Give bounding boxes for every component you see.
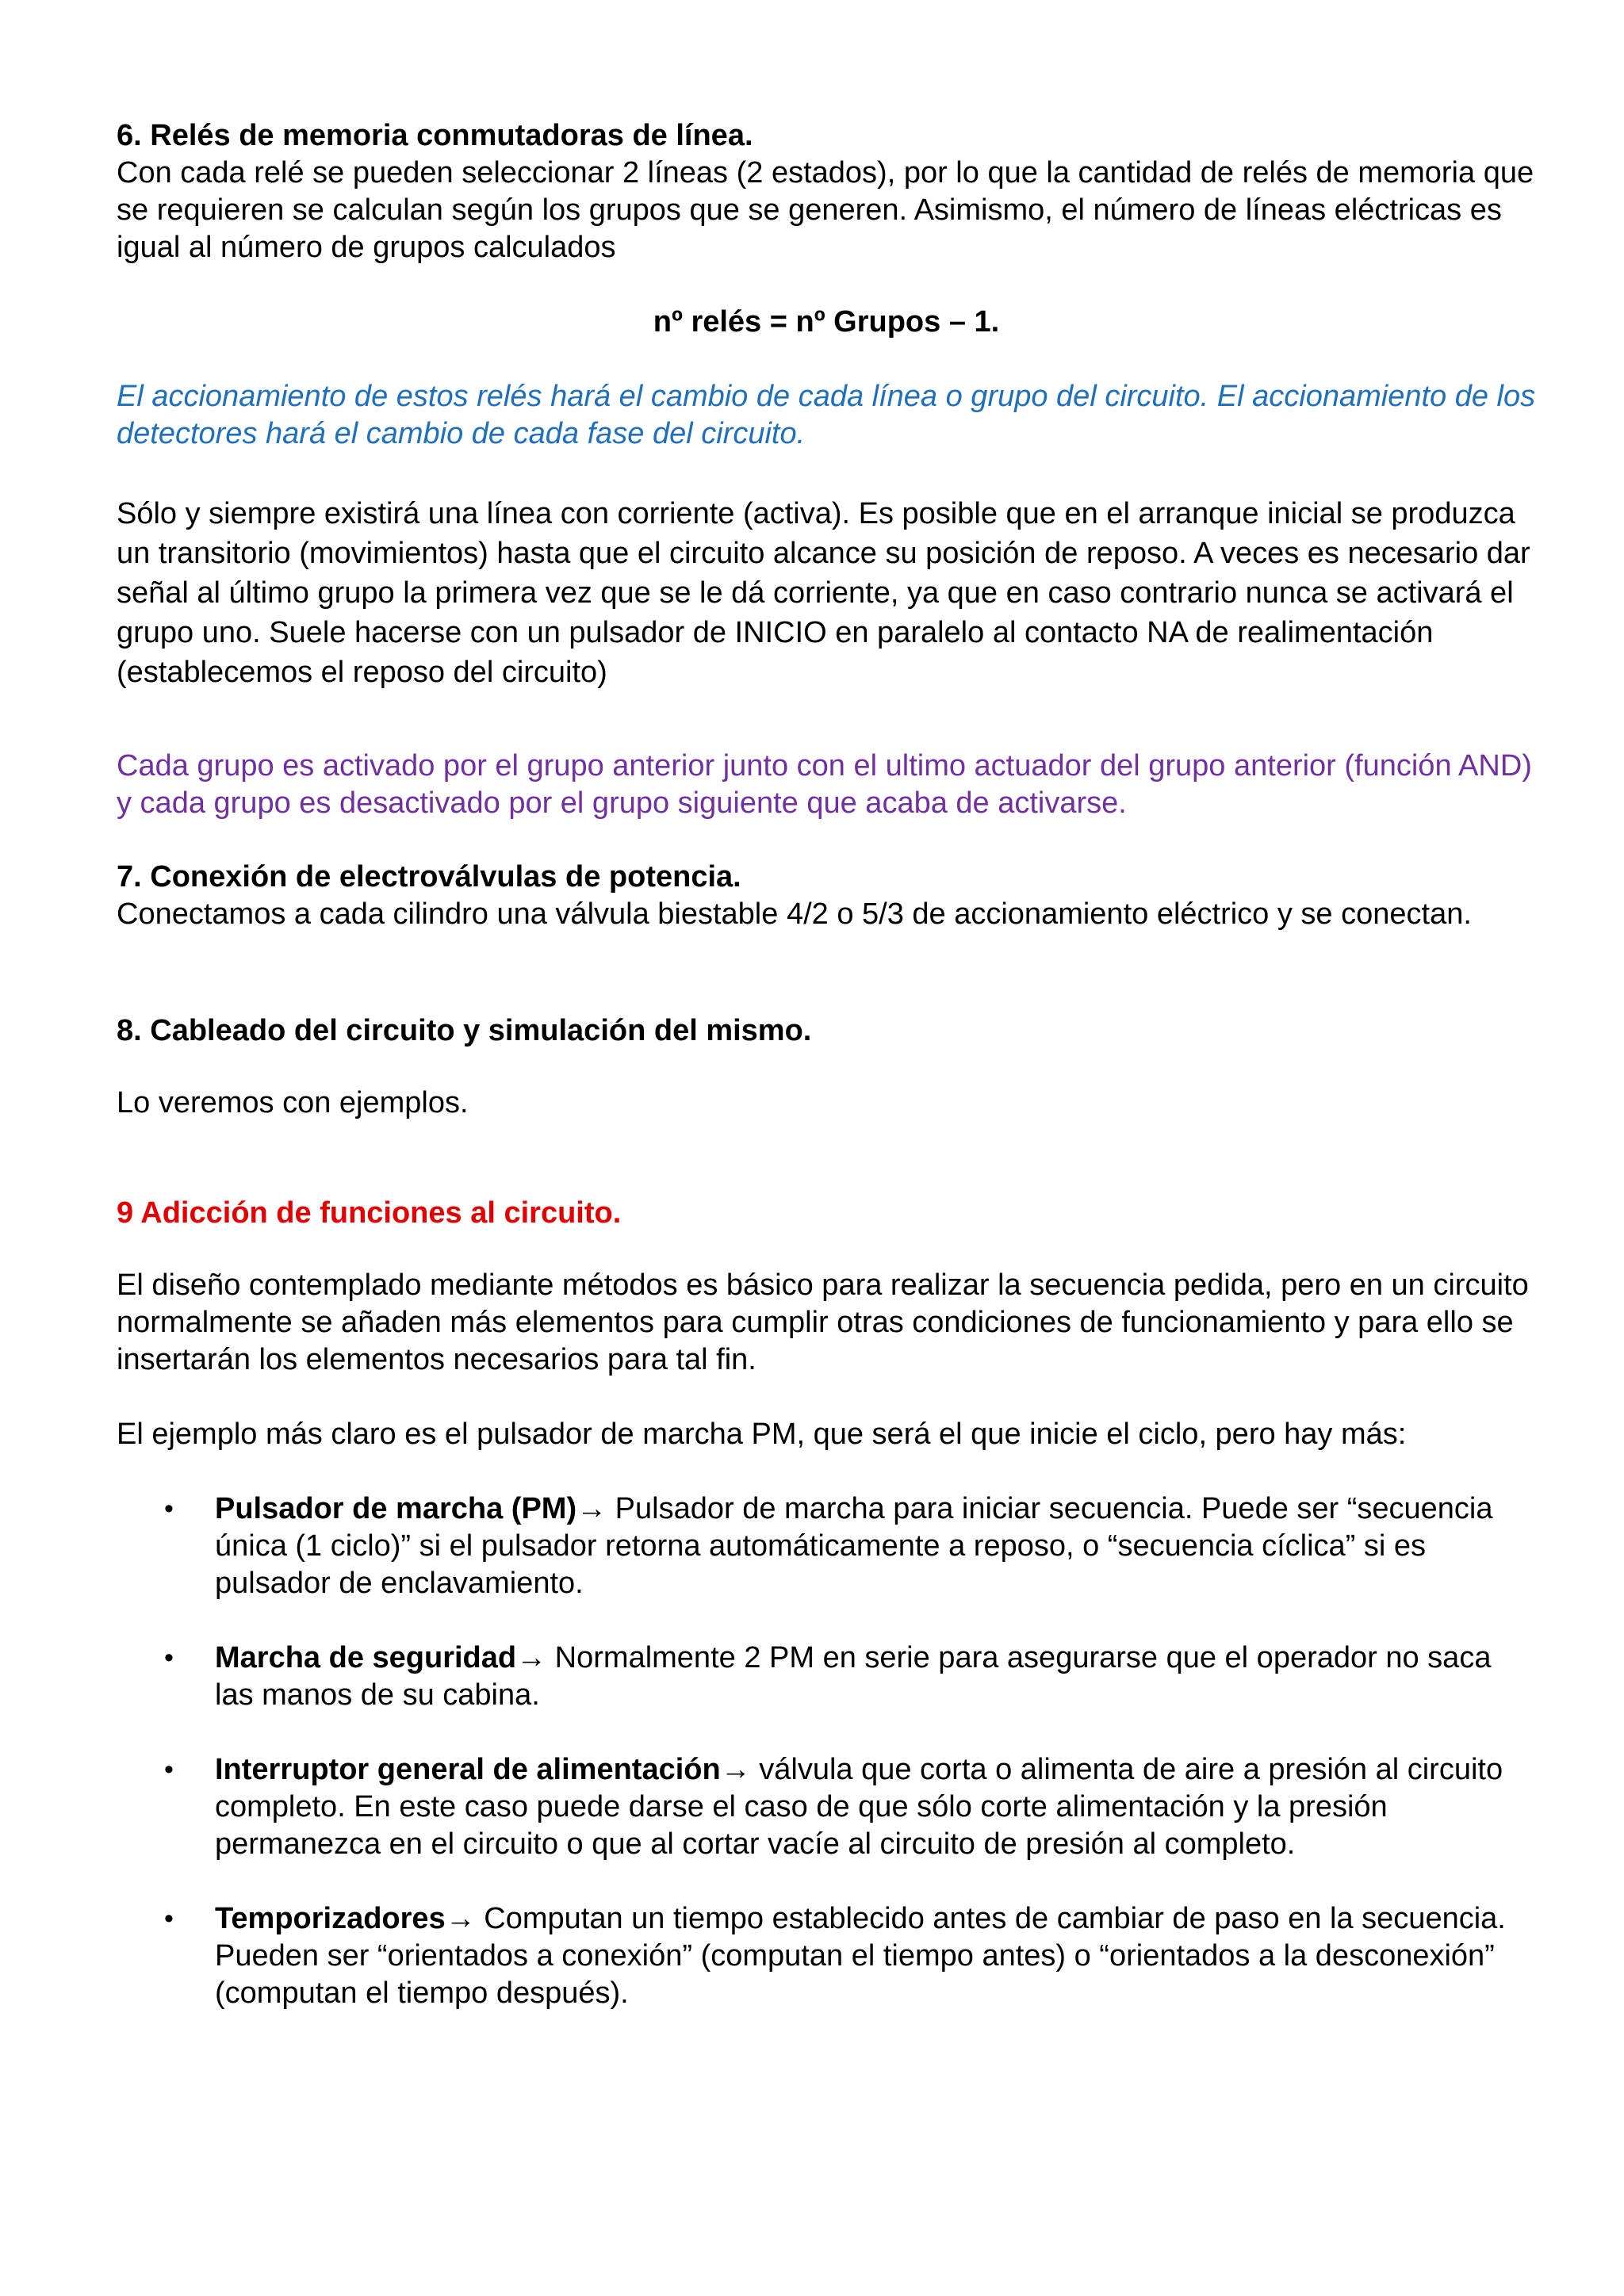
- bullet-icon: •: [164, 1494, 174, 1524]
- arrow-icon: →: [720, 1753, 751, 1786]
- purple-note: Cada grupo es activado por el grupo anterior junto con el ultimo actuador del grupo anterior (función AND) y cada grupo es desactivado por el grupo siguiente que acaba de activarse.: [117, 749, 1532, 820]
- section-9-heading: 9 Adicción de funciones al circuito.: [117, 1196, 622, 1230]
- document-page: [117, 117, 1536, 2012]
- blue-note: El accionamiento de estos relés hará el cambio de cada línea o grupo del circuito. El accionamiento de los detectores hará el cambio de cada fase del circuito.: [117, 380, 1536, 450]
- bullet-text: Computan un tiempo establecido antes de cambiar de paso en la secuencia. Pueden ser “orientados a conexión” (computan el tiempo antes) o “orientados a la desconexión” (computan el tiempo después).: [215, 1902, 1506, 2010]
- section-6-body: Con cada relé se pueden seleccionar 2 líneas (2 estados), por lo que la cantidad de relés de memoria que se requieren se calculan según los grupos que se generen. Asimismo, el número de líneas eléctricas es igual al número de grupos calculados: [117, 156, 1534, 264]
- list-item: [117, 1751, 1536, 1863]
- bullet-term: Interruptor general de alimentación: [215, 1753, 721, 1786]
- bullet-text: válvula que corta o alimenta de aire a presión al circuito completo. En este caso puede darse el caso de que sólo corte alimentación y la presión permanezca en el circuito o que al cortar vacíe al circuito de presión al completo.: [215, 1753, 1503, 1861]
- bullet-text: Normalmente 2 PM en serie para asegurarse que el operador no saca las manos de su cabina.: [215, 1641, 1492, 1712]
- bullet-term: Temporizadores: [215, 1902, 446, 1935]
- section-9-paragraph-1: El diseño contemplado mediante métodos es básico para realizar la secuencia pedida, pero en un circuito normalmente se añaden más elementos para cumplir otras condiciones de funcionamiento y para ello se insertarán los elementos necesarios para tal fin.: [117, 1269, 1529, 1376]
- bullet-icon: •: [164, 1643, 174, 1673]
- section-6-heading: 6. Relés de memoria conmutadoras de línea.: [117, 119, 753, 152]
- list-item: [117, 1900, 1536, 2012]
- arrow-icon: →: [445, 1902, 476, 1935]
- bullet-term: Marcha de seguridad: [215, 1641, 517, 1674]
- functions-list: [117, 1490, 1536, 2012]
- section-7-heading: 7. Conexión de electroválvulas de potencia.: [117, 860, 741, 894]
- section-6-paragraph: Sólo y siempre existirá una línea con corriente (activa). Es posible que en el arranque inicial se produzca un transitorio (movimientos) hasta que el circuito alcance su posición de reposo. A veces es necesario dar señal al último grupo la primera vez que se le dá corriente, ya que en caso contrario nunca se activará el grupo uno. Suele hacerse con un pulsador de INICIO en paralelo al contacto NA de realimentación (establecemos el reposo del circuito): [117, 497, 1530, 689]
- section-7-body: Conectamos a cada cilindro una válvula biestable 4/2 o 5/3 de accionamiento eléctrico y se conectan.: [117, 897, 1472, 931]
- bullet-text: Pulsador de marcha para iniciar secuencia. Puede ser “secuencia única (1 ciclo)” si el pulsador retorna automáticamente a reposo, o “secuencia cíclica” si es pulsador de enclavamiento.: [215, 1492, 1493, 1600]
- bullet-icon: •: [164, 1904, 174, 1934]
- list-item: [117, 1640, 1536, 1714]
- relay-formula: nº relés = nº Grupos – 1.: [653, 305, 1000, 339]
- bullet-term: Pulsador de marcha (PM): [215, 1492, 577, 1525]
- arrow-icon: →: [516, 1641, 547, 1674]
- arrow-icon: →: [576, 1492, 607, 1525]
- section-8-heading: 8. Cableado del circuito y simulación del mismo.: [117, 1014, 812, 1047]
- list-item: [117, 1490, 1536, 1602]
- bullet-icon: •: [164, 1755, 174, 1785]
- section-9-paragraph-2: El ejemplo más claro es el pulsador de marcha PM, que será el que inicie el ciclo, pero hay más:: [117, 1418, 1407, 1451]
- section-8-body: Lo veremos con ejemplos.: [117, 1086, 469, 1119]
